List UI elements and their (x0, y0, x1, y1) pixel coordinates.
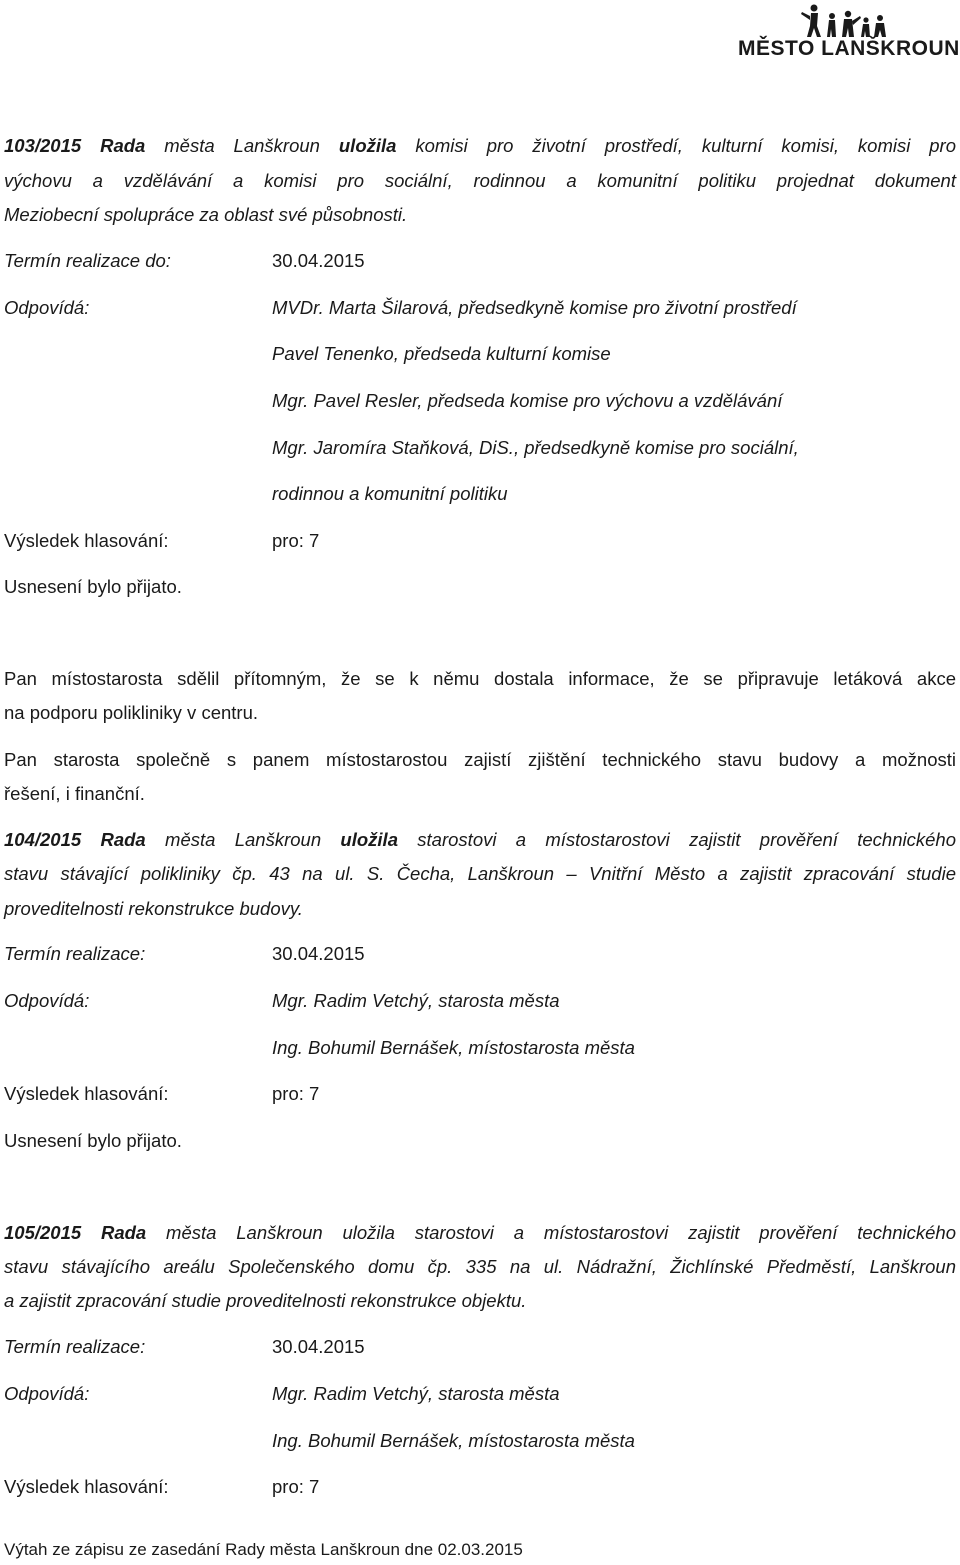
vote-label: Výsledek hlasování: (4, 1083, 169, 1104)
responsible-person: Mgr. Radim Vetchý, starosta města (272, 1383, 560, 1404)
city-logo (738, 4, 960, 70)
vote-result: pro: 7 (272, 1083, 320, 1104)
paragraph-line: na podporu polikliniky v centru. (4, 702, 259, 723)
resolution-105-text: města Lanškroun uložila starostovi a místostarostovi zajistit prověření technického (146, 1222, 956, 1243)
resolution-103-line-3: Meziobecní spolupráce za oblast své působnosti. (4, 204, 408, 225)
responsible-person: Mgr. Jaromíra Staňková, DiS., předsedkyně komise pro sociální, (272, 437, 799, 458)
page-footer: Výtah ze zápisu ze zasedání Rady města Lanškroun dne 02.03.2015 (4, 1540, 523, 1559)
paragraph-line: Pan místostarosta sdělil přítomným, že se k němu dostala informace, že se připravuje letáková akce (4, 668, 956, 689)
resolution-103-text: města Lanškroun (145, 135, 339, 156)
logo-text: MĚSTO LANŠKROUN (738, 37, 960, 60)
responsible-person: Pavel Tenenko, předseda kulturní komise (272, 343, 611, 364)
deadline-value: 30.04.2015 (272, 250, 365, 271)
deadline-label: Termín realizace: (4, 943, 146, 964)
vote-label: Výsledek hlasování: (4, 1476, 169, 1497)
responsible-label: Odpovídá: (4, 990, 90, 1011)
responsible-person: Mgr. Pavel Resler, předseda komise pro výchovu a vzdělávání (272, 390, 783, 411)
paragraph-line: řešení, i finanční. (4, 783, 145, 804)
resolution-104-text-2: starostovi a místostarostovi zajistit prověření technického (397, 829, 956, 850)
responsible-label: Odpovídá: (4, 1383, 90, 1404)
responsible-person: Mgr. Radim Vetchý, starosta města (272, 990, 560, 1011)
resolution-105-line-2: stavu stávajícího areálu Společenského domu čp. 335 na ul. Nádražní, Žichlínské Předměstí, Lanškroun (4, 1256, 956, 1277)
resolution-104-line-3: proveditelnosti rekonstrukce budovy. (4, 898, 303, 919)
resolution-103-number: 103/2015 Rada (4, 135, 146, 156)
resolution-104-verb: uložila (340, 829, 398, 850)
responsible-person: Ing. Bohumil Bernášek, místostarosta města (272, 1430, 635, 1451)
people-silhouette-icon (798, 4, 898, 38)
resolution-105-line-1 (4, 1221, 956, 1245)
deadline-value: 30.04.2015 (272, 1336, 365, 1357)
paragraph-line: Pan starosta společně s panem místostarostou zajistí zjištění technického stavu budovy a možnosti (4, 749, 956, 770)
resolution-103-line-2: výchovu a vzdělávání a komisi pro sociální, rodinnou a komunitní politiku projednat dokument (4, 170, 956, 191)
deadline-label: Termín realizace: (4, 1336, 146, 1357)
resolution-104-line-2: stavu stávající polikliniky čp. 43 na ul. S. Čecha, Lanškroun – Vnitřní Město a zajistit zpracování studie (4, 863, 956, 884)
responsible-label: Odpovídá: (4, 297, 90, 318)
responsible-person: Ing. Bohumil Bernášek, místostarosta města (272, 1037, 635, 1058)
resolution-104-text: města Lanškroun (145, 829, 341, 850)
responsible-person: MVDr. Marta Šilarová, předsedkyně komise pro životní prostředí (272, 297, 797, 318)
vote-label: Výsledek hlasování: (4, 530, 169, 551)
deadline-value: 30.04.2015 (272, 943, 365, 964)
resolution-103-line-1 (4, 134, 956, 158)
resolution-105-number: 105/2015 Rada (4, 1222, 147, 1243)
resolution-status: Usnesení bylo přijato. (4, 1130, 182, 1151)
responsible-person: rodinnou a komunitní politiku (272, 483, 508, 504)
resolution-103-text-2: komisi pro životní prostředí, kulturní komisi, komisi pro (396, 135, 956, 156)
deadline-label: Termín realizace do: (4, 250, 171, 271)
resolution-105-line-3: a zajistit zpracování studie proveditelnosti rekonstrukce objektu. (4, 1290, 527, 1311)
vote-result: pro: 7 (272, 1476, 320, 1497)
resolution-104-number: 104/2015 Rada (4, 829, 146, 850)
resolution-103-verb: uložila (338, 135, 397, 156)
resolution-104-line-1 (4, 828, 956, 852)
vote-result: pro: 7 (272, 530, 320, 551)
resolution-status: Usnesení bylo přijato. (4, 576, 182, 597)
